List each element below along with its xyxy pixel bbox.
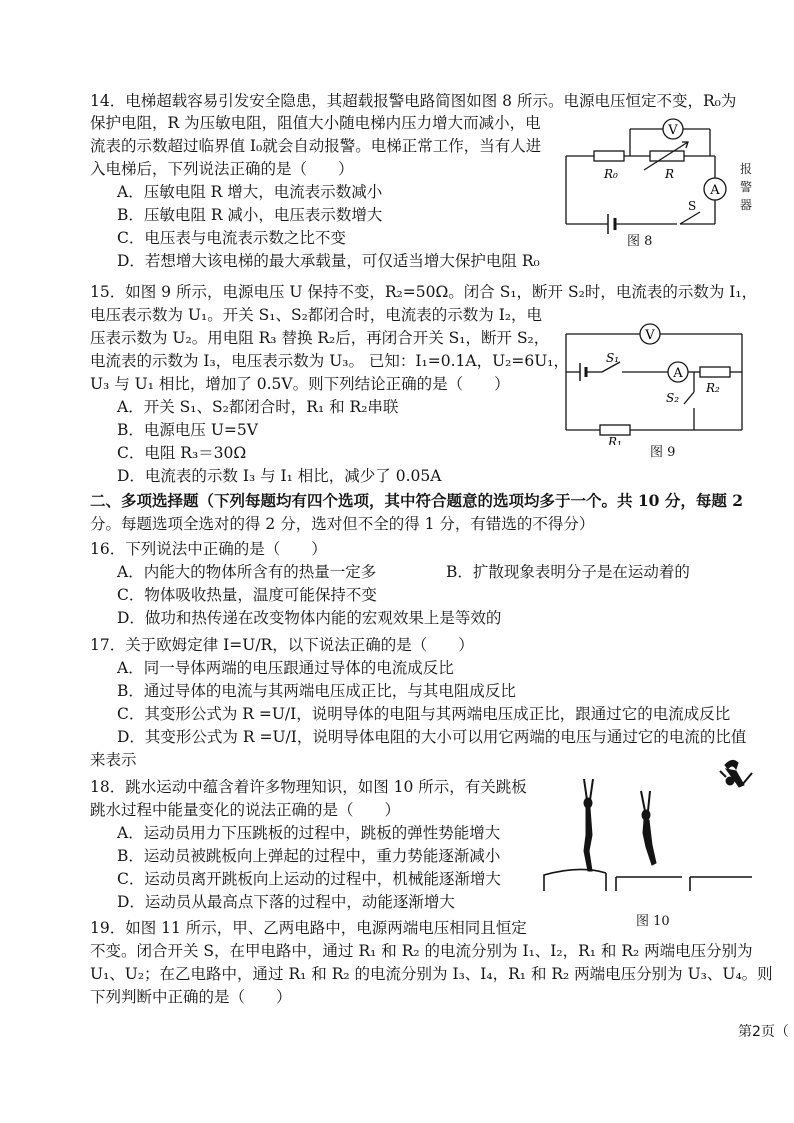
fig8-switch-label: S <box>688 199 697 213</box>
q14-option-c: C．电压表与电流表示数之比不变 <box>117 229 346 247</box>
q19-stem-line-1: 19．如图 11 所示，甲、乙两电路中，电源两端电压相同且恒定 <box>90 919 527 937</box>
q15-stem-line-1: 15．如图 9 所示，电源电压 U 保持不变，R₂=50Ω。闭合 S₁，断开 S₂时，电流表的示数为 I₁， <box>90 283 758 301</box>
q18-option-a: A．运动员用力下压跳板的过程中，跳板的弹性势能增大 <box>117 824 501 842</box>
fig9-r1-label: R₁ <box>608 435 622 445</box>
figure-8-circuit <box>560 112 760 252</box>
section-2-heading: 二、多项选择题（下列每题均有四个选项，其中符合题意的选项均多于一个。共 10 分，每题 2 <box>90 491 744 510</box>
q18-option-b: B．运动员被跳板向上弹起的过程中，重力势能逐渐减小 <box>117 847 501 865</box>
fig8-voltmeter-label: V <box>668 123 678 138</box>
q18-option-d: D．运动员从最高点下落的过程中，动能逐渐增大 <box>117 893 455 911</box>
fig9-s1-label: S₁ <box>606 351 620 365</box>
q19-stem-line-4: 下列判断中正确的是（ ） <box>90 988 292 1006</box>
q14-stem-line-3: 流表的示数超过临界值 I₀就会自动报警。电梯正常工作，当有人进 <box>90 137 542 155</box>
q16-stem: 16．下列说法中正确的是（ ） <box>90 540 327 558</box>
q14-option-d: D．若想增大该电梯的最大承载量，可仅适当增大保护电阻 R₀ <box>117 252 540 270</box>
q15-option-d: D．电流表的示数 I₃ 与 I₁ 相比，减少了 0.05A <box>117 467 442 485</box>
q15-stem-line-3: 压表示数为 U₂。用电阻 R₃ 替换 R₂后，再闭合开关 S₁，断开 S₂， <box>90 329 550 347</box>
q16-option-c: C．物体吸收热量，温度可能保持不变 <box>117 586 377 604</box>
q17-option-a: A．同一导体两端的电压跟通过导体的电流成反比 <box>117 659 454 677</box>
q18-option-c: C．运动员离开跳板向上运动的过程中，机械能逐渐增大 <box>117 870 501 888</box>
fig9-voltmeter-label: V <box>645 328 655 343</box>
q17-option-c: C．其变形公式为 R =U/I，说明导体的电阻与其两端电压成正比，跟通过它的电流成反比 <box>117 705 731 723</box>
q14-stem-line-2: 保护电阻，R 为压敏电阻，阻值大小随电梯内压力增大而减小，电 <box>90 114 541 132</box>
fig8-r0-label: R₀ <box>604 167 618 181</box>
q19-stem-line-3: U₁、U₂；在乙电路中，通过 R₁ 和 R₂ 的电流分别为 I₃、I₄，R₁ 和 R₂ 两端电压分别为 U₃、U₄。则 <box>90 965 773 983</box>
fig8-r-label: R <box>665 167 675 181</box>
figure-10-caption: 图 10 <box>636 914 670 929</box>
q17-option-d-line-2: 来表示 <box>90 751 137 769</box>
q16-option-d: D．做功和热传递在改变物体内能的宏观效果上是等效的 <box>117 609 502 627</box>
q15-stem-line-4: 电流表的示数为 I₃，电压表示数为 U₃。 已知：I₁=0.1A，U₂=6U₁， <box>90 352 569 370</box>
q15-option-b: B．电源电压 U=5V <box>117 421 258 439</box>
q15-stem-line-5: U₃ 与 U₁ 相比，增加了 0.5V。则下列结论正确的是（ ） <box>90 375 510 393</box>
q15-option-a: A．开关 S₁、S₂都闭合时，R₁ 和 R₂串联 <box>117 398 399 416</box>
figure-9-circuit <box>560 320 750 445</box>
q18-stem-line-1: 18．跳水运动中蕴含着许多物理知识，如图 10 所示，有关跳板 <box>90 778 527 796</box>
page-number: 第2页（ <box>738 1024 789 1040</box>
q17-option-d-line-1: D．其变形公式为 R =U/I，说明导体电阻的大小可以用它两端的电压与通过它的电流的比值 <box>117 728 747 746</box>
q18-stem-line-2: 跳水过程中能量变化的说法正确的是（ ） <box>90 801 401 819</box>
fig8-alarm-label: 报警器 <box>740 162 753 212</box>
q15-option-c: C．电阻 R₃＝30Ω <box>117 444 247 462</box>
q17-option-b: B．通过导体的电流与其两端电压成正比，与其电阻成反比 <box>117 682 516 700</box>
fig8-ammeter-label: A <box>710 183 720 198</box>
q15-stem-line-2: 电压表示数为 U₁。开关 S₁、S₂都闭合时，电流表的示数为 I₂，电 <box>90 306 543 324</box>
q14-stem-line-1: 14．电梯超载容易引发安全隐患，其超载报警电路简图如图 8 所示。电源电压恒定不变，R₀为 <box>90 92 737 110</box>
figure-10-diving-illustration <box>540 755 755 895</box>
q14-option-b: B．压敏电阻 R 减小，电压表示数增大 <box>117 206 383 224</box>
q16-option-a: A．内能大的物体所含有的热量一定多 <box>117 563 377 581</box>
fig9-r2-label: R₂ <box>706 381 720 395</box>
q14-stem-line-4: 入电梯后，下列说法正确的是（ ） <box>90 160 354 178</box>
q14-option-a: A．压敏电阻 R 增大，电流表示数减小 <box>117 183 383 201</box>
fig9-ammeter-label: A <box>673 366 683 381</box>
section-2-note: 分。每题选项全选对的得 2 分，选对但不全的得 1 分，有错选的不得分） <box>90 515 595 533</box>
figure-8-caption: 图 8 <box>627 234 653 249</box>
q19-stem-line-2: 不变。闭合开关 S，在甲电路中，通过 R₁ 和 R₂ 的电流分别为 I₁、I₂，R₁ 和 R₂ 两端电压分别为 <box>90 942 753 960</box>
q16-option-b: B．扩散现象表明分子是在运动着的 <box>446 563 690 581</box>
fig9-s2-label: S₂ <box>666 391 680 405</box>
figure-9-caption: 图 9 <box>650 445 676 460</box>
q17-stem: 17．关于欧姆定律 I=U/R，以下说法正确的是（ ） <box>90 636 474 654</box>
